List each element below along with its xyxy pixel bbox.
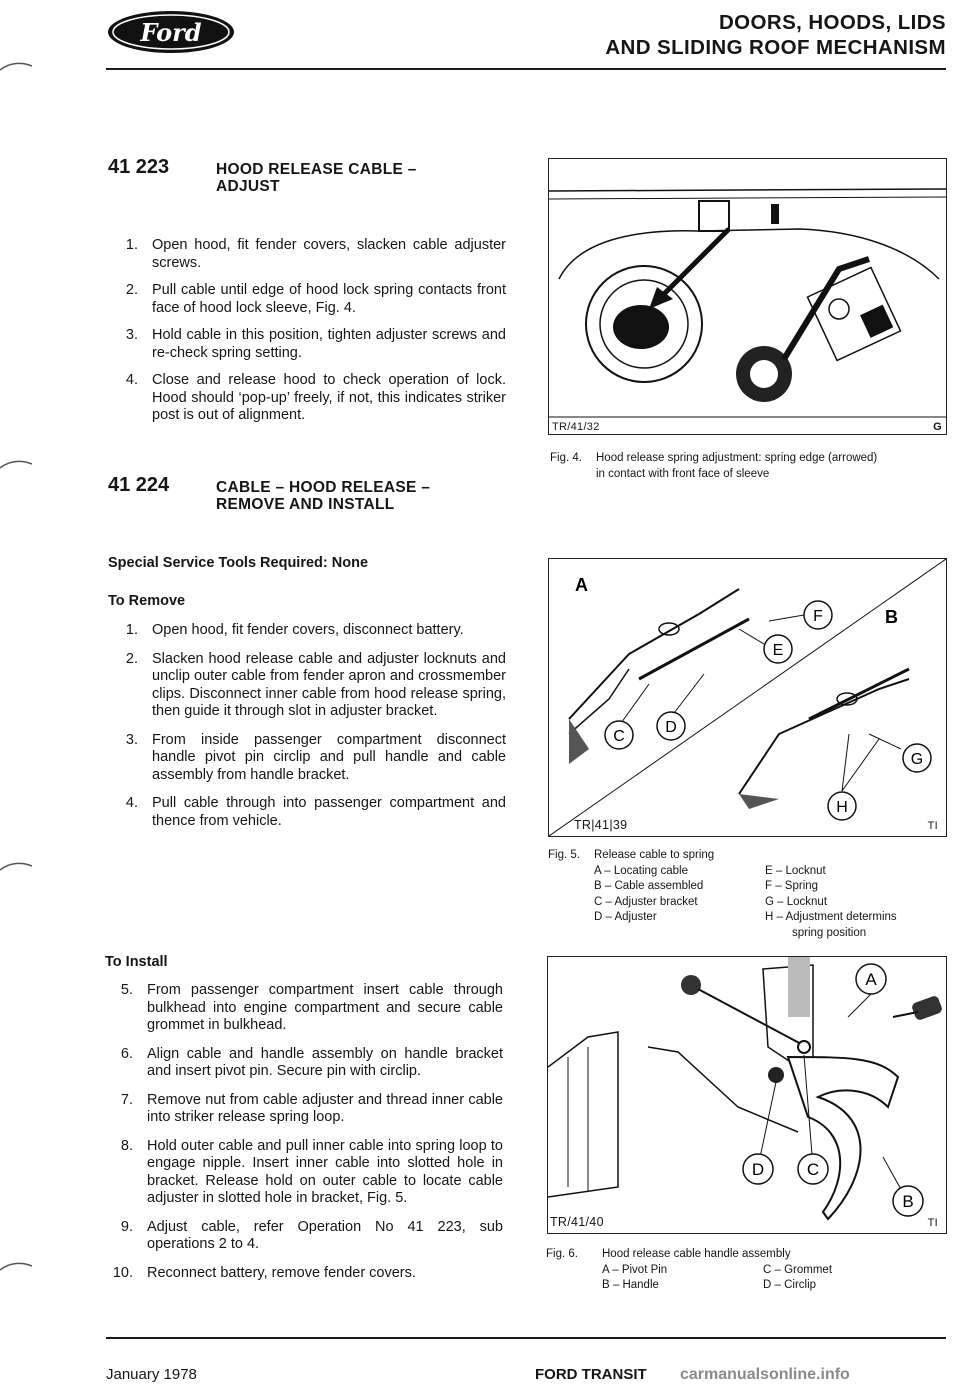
callout-c: C xyxy=(613,728,625,745)
fig5-caption xyxy=(548,848,948,941)
header-rule xyxy=(106,68,946,70)
footer-publication: FORD TRANSIT xyxy=(535,1366,647,1383)
figure-id: TR|41|39 xyxy=(574,818,628,832)
section-number: 41 223 xyxy=(108,156,170,178)
section-number: 41 224 xyxy=(108,474,170,496)
figure-5 xyxy=(548,558,947,837)
install-heading: To Install xyxy=(105,954,168,970)
special-tools-note: Special Service Tools Required: None xyxy=(108,555,369,571)
step-item: 6. Align cable and handle assembly on handle bracket and insert pivot pin. Secure pin with circlip. xyxy=(120,1045,503,1079)
step-item: 3. Hold cable in this position, tighten adjuster screws and re-check spring setting. xyxy=(125,327,506,361)
remove-steps xyxy=(108,622,506,830)
section-title: CABLE – HOOD RELEASE – REMOVE AND INSTALL xyxy=(216,479,431,513)
step-item: 1. Open hood, fit fender covers, slacken cable adjuster screws. xyxy=(125,237,506,271)
binder-mark xyxy=(0,458,34,472)
step-item: 10. Reconnect battery, remove fender covers. xyxy=(112,1264,416,1281)
figure-label: Fig. 4. xyxy=(550,452,582,464)
legend-right: C – Grommet D – Circlip xyxy=(763,1263,833,1291)
figure-id: TR/41/32 xyxy=(552,421,600,433)
binder-mark xyxy=(0,1260,34,1274)
fig6-illustration xyxy=(548,957,946,1233)
callout-c: C xyxy=(806,1160,820,1179)
figure-corner-mark: G xyxy=(933,421,942,433)
callout-d: D xyxy=(751,1160,765,1179)
callout-h: H xyxy=(836,799,848,816)
figure-6 xyxy=(547,956,947,1234)
binder-mark xyxy=(0,60,34,74)
svg-text:Ford: Ford xyxy=(140,18,202,47)
step-item: 8. Hold outer cable and pull inner cable into spring loop to engage nipple. Insert inner cable into slotted hole in bracket. Release hold on outer cable to locate cable adjuster in slotted hole in bracket, Fig. 5. xyxy=(120,1137,503,1206)
remove-heading: To Remove xyxy=(108,593,186,609)
figure-caption-text: Hood release spring adjustment: spring edge (arrowed) in contact with front face of sleeve xyxy=(596,452,878,480)
figure-caption-title: Release cable to spring xyxy=(594,849,715,861)
legend-left: A – Locating cable B – Cable assembled C – Adjuster bracket D – Adjuster xyxy=(594,864,704,923)
step-item: 3. From inside passenger compartment disconnect handle pivot pin circlip and pull handle and cable assembly from handle bracket. xyxy=(125,731,506,783)
footer-watermark: carmanualsonline.info xyxy=(680,1366,850,1383)
figure-caption-title: Hood release cable handle assembly xyxy=(602,1248,791,1260)
figure-label: Fig. 6. xyxy=(546,1248,578,1260)
page-header-title: DOORS, HOODS, LIDS AND SLIDING ROOF MECHANISM xyxy=(605,11,946,59)
figure-4 xyxy=(548,158,947,435)
step-item: 2. Pull cable until edge of hood lock spring contacts front face of hood lock sleeve, Fig. 4. xyxy=(125,282,506,316)
adjust-steps xyxy=(108,237,506,425)
step-item: 9. Adjust cable, refer Operation No 41 223, sub operations 2 to 4. xyxy=(120,1218,503,1252)
view-label-a: A xyxy=(575,575,588,595)
step-item: 2. Slacken hood release cable and adjuster locknuts and unclip outer cable from fender apron and crossmember clips. Disconnect inner cable from hood release spring, then guide it through slot in adjuster bracket. xyxy=(125,650,506,719)
callout-d: D xyxy=(665,719,677,736)
footer-date: January 1978 xyxy=(106,1366,197,1383)
fig4-illustration xyxy=(549,159,946,434)
fig6-caption xyxy=(546,1247,946,1294)
figure-label: Fig. 5. xyxy=(548,849,580,861)
fig5-illustration xyxy=(549,559,946,836)
section-title: HOOD RELEASE CABLE – ADJUST xyxy=(216,161,417,195)
figure-id: TR/41/40 xyxy=(550,1215,604,1229)
view-label-b: B xyxy=(885,607,898,627)
binder-mark xyxy=(0,860,34,874)
callout-a: A xyxy=(865,970,877,989)
step-item: 7. Remove nut from cable adjuster and thread inner cable into striker release spring loop. xyxy=(120,1091,503,1125)
legend-right: E – Locknut F – Spring G – Locknut H – Adjustment determins spring position xyxy=(765,864,897,939)
step-item: 4. Pull cable through into passenger compartment and thence from vehicle. xyxy=(125,795,506,829)
install-steps xyxy=(103,982,503,1282)
figure-corner-mark: TI xyxy=(927,820,938,832)
fig4-caption xyxy=(550,451,950,482)
callout-f: F xyxy=(813,608,823,625)
callout-b: B xyxy=(902,1192,914,1211)
section-41-223 xyxy=(108,156,508,195)
footer-rule xyxy=(106,1337,946,1339)
section-41-224 xyxy=(108,474,508,513)
callout-g: G xyxy=(910,751,924,768)
step-item: 5. From passenger compartment insert cable through bulkhead into engine compartment and secure cable grommet in bulkhead. xyxy=(120,982,503,1033)
step-item: 4. Close and release hood to check operation of lock. Hood should ‘pop-up’ freely, if not, this indicates striker post is out of alignment. xyxy=(125,372,506,423)
legend-left: A – Pivot Pin B – Handle xyxy=(602,1263,668,1291)
step-item: 1. Open hood, fit fender covers, disconnect battery. xyxy=(125,622,464,638)
figure-corner-mark: TI xyxy=(927,1217,938,1229)
ford-logo xyxy=(106,10,236,54)
callout-e: E xyxy=(772,642,784,659)
